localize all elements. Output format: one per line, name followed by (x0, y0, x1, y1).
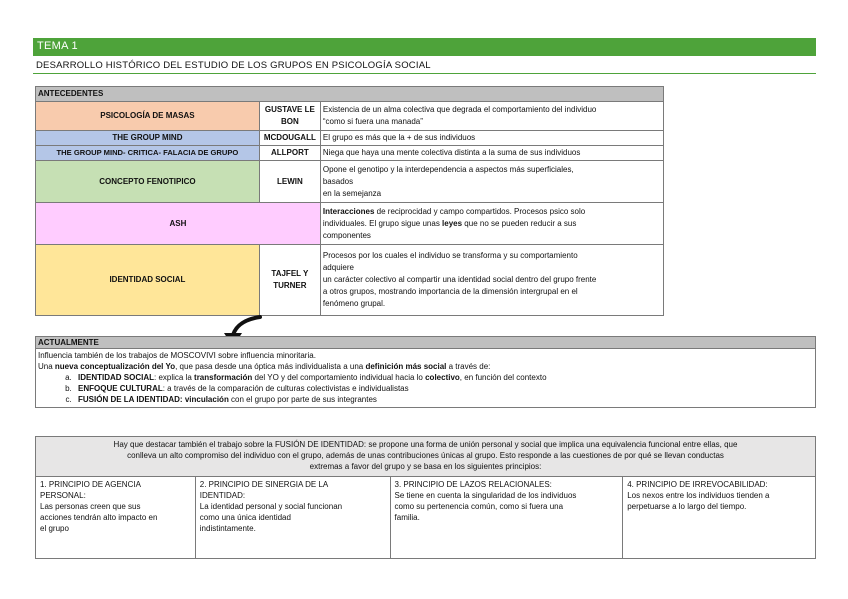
principle-sinergia-identidad: 2. PRINCIPIO DE SINERGIA DE LA IDENTIDAD: La identidad personal y social funcionan como una única identidad indistintamente. (195, 477, 390, 559)
actualmente-list (38, 372, 813, 405)
row-author: ALLPORT (259, 146, 320, 161)
row-author: TAJFEL Y TURNER (259, 245, 320, 316)
table-row (36, 131, 664, 146)
table-row (36, 161, 664, 203)
principle-lazos-relacionales: 3. PRINCIPIO DE LAZOS RELACIONALES: Se tiene en cuenta la singularidad de los individuos como su pertenencia común, como si fuera una familia. (390, 477, 623, 559)
row-description: Existencia de un alma colectiva que degrada el comportamiento del individuo “como si fuera una manada” (320, 102, 663, 131)
principle-agencia-personal: 1. PRINCIPIO DE AGENCIA PERSONAL: Las personas creen que sus acciones tendrán alto impacto en el grupo (36, 477, 196, 559)
row-label-group-mind-critica: THE GROUP MIND- CRITICA- FALACIA DE GRUPO (36, 146, 260, 161)
row-label-psicologia-masas: PSICOLOGÍA DE MASAS (36, 102, 260, 131)
page-subtitle: DESARROLLO HISTÓRICO DEL ESTUDIO DE LOS GRUPOS EN PSICOLOGÍA SOCIAL (33, 57, 816, 74)
principle-irrevocabilidad: 4. PRINCIPIO DE IRREVOCABILIDAD: Los nexos entre los individuos tienden a perpetuarse a lo largo del tiempo. (623, 477, 816, 559)
list-item: b. ENFOQUE CULTURAL: a través de la comparación de culturas colectivistas e individualistas (74, 383, 813, 394)
row-label-identidad-social: IDENTIDAD SOCIAL (36, 245, 260, 316)
fusion-table (35, 436, 816, 559)
table-row (36, 146, 664, 161)
table-row (36, 102, 664, 131)
row-label-ash: ASH (36, 203, 321, 245)
row-label-group-mind: THE GROUP MIND (36, 131, 260, 146)
fusion-intro: Hay que destacar también el trabajo sobre la FUSIÓN DE IDENTIDAD: se propone una forma de unión personal y social que implica una equivalencia funcional entre ellas, que conlleva un alto compromiso del individuo con el grupo, además de unas contribuciones únicas al grupo. Esto responde a las cuestiones de por qué se llevan conductas extremas a favor del grupo y se basa en los siguientes principios: (36, 437, 816, 477)
actualmente-body (36, 349, 816, 408)
row-author: LEWIN (259, 161, 320, 203)
tema-header: TEMA 1 (33, 38, 816, 56)
antecedentes-title: ANTECEDENTES (36, 87, 664, 102)
table-row (36, 203, 664, 245)
list-item: c. FUSIÓN DE LA IDENTIDAD: vinculación con el grupo por parte de sus integrantes (74, 394, 813, 405)
row-author: GUSTAVE LE BON (259, 102, 320, 131)
row-description: Interacciones de reciprocidad y campo compartidos. Procesos psico solo individuales. El grupo sigue unas leyes que no se pueden reducir a sus componentes (320, 203, 663, 245)
row-description: Procesos por los cuales el individuo se transforma y su comportamiento adquiere un carácter colectivo al compartir una identidad social dentro del grupo frente a otros grupos, mostrando importancia de la dimensión intergrupal en el fenómeno grupal. (320, 245, 663, 316)
table-row (36, 245, 664, 316)
row-description: Niega que haya una mente colectiva distinta a la suma de sus individuos (320, 146, 663, 161)
list-item: a. IDENTIDAD SOCIAL: explica la transformación del YO y del comportamiento individual hacia lo colectivo, en función del contexto (74, 372, 813, 383)
row-author: MCDOUGALL (259, 131, 320, 146)
row-description: Opone el genotipo y la interdependencia a aspectos más superficiales, basados en la semejanza (320, 161, 663, 203)
actualmente-line: Una nueva conceptualización del Yo, que pasa desde una óptica más individualista a una definición más social a través de: (38, 362, 491, 371)
row-label-concepto-fenotipico: CONCEPTO FENOTIPICO (36, 161, 260, 203)
actualmente-line: Influencia también de los trabajos de MOSCOVIVI sobre influencia minoritaria. (38, 351, 316, 360)
actualmente-table (35, 336, 816, 408)
antecedentes-table (35, 86, 664, 316)
actualmente-title: ACTUALMENTE (36, 337, 816, 349)
row-description: El grupo es más que la + de sus individuos (320, 131, 663, 146)
